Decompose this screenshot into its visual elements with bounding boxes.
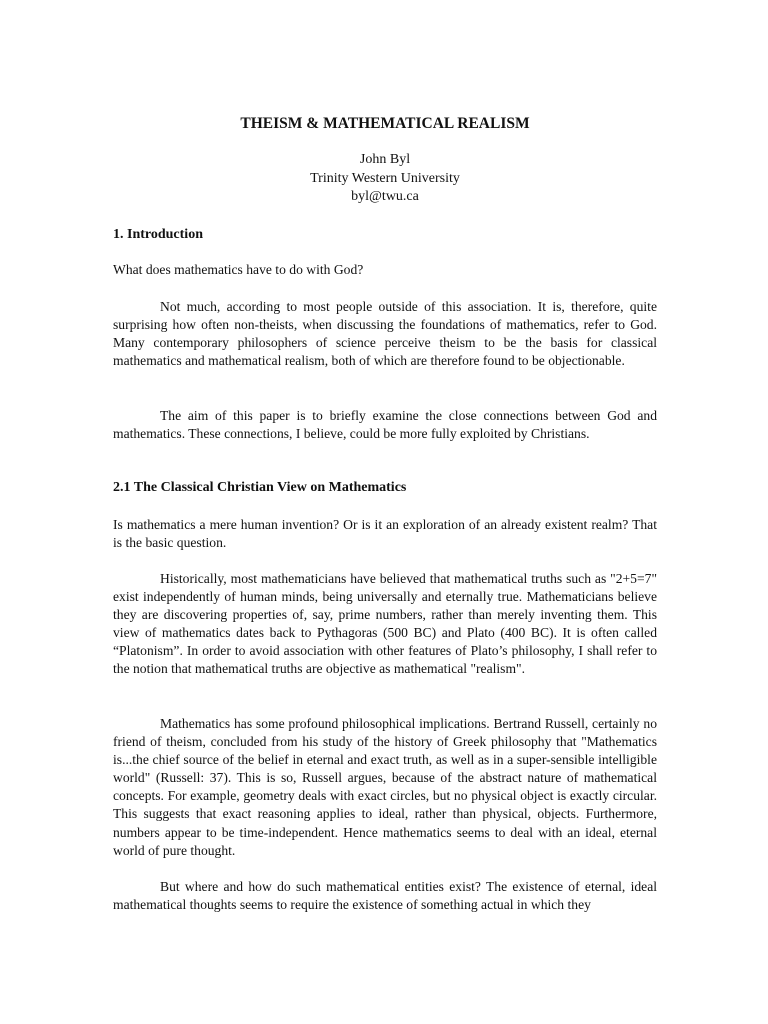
author-email: byl@twu.ca: [351, 189, 419, 204]
paragraph: But where and how do such mathematical entities exist? The existence of eternal, ideal mathematical thoughts seems to require the existence of something actual in which they: [113, 879, 657, 913]
paragraph: Is mathematics a mere human invention? Or is it an exploration of an already existent realm? That is the basic question.: [113, 517, 657, 551]
paragraph: Historically, most mathematicians have believed that mathematical truths such as "2+5=7" exist independently of human minds, being universally and eternally true. Mathematicians believe they are discovering properties of, say, prime numbers, rather than merely inventing them. This view of mathematics dates back to Pythagoras (500 BC) and Plato (400 BC). It is often called “Platonism”. In order to avoid association with other features of Plato’s philosophy, I shall refer to the notion that mathematical truths are objective as mathematical "realism".: [113, 571, 657, 677]
paragraph: Mathematics has some profound philosophical implications. Bertrand Russell, certainly no friend of theism, concluded from his study of the history of Greek philosophy that "Mathematics is...the chief source of the belief in eternal and exact truth, as well as in a super-sensible intelligible world" (Russell: 37). This is so, Russell argues, because of the abstract nature of mathematical concepts. For example, geometry deals with exact circles, but no physical object is exactly circular. This suggests that exact reasoning applies to ideal, rather than physical, objects. Furthermore, numbers appear to be time-independent. Hence mathematics seems to deal with an ideal, eternal world of pure thought.: [113, 716, 657, 858]
document-page: [113, 0, 657, 1024]
paragraph: What does mathematics have to do with God?: [113, 262, 364, 277]
paragraph: Not much, according to most people outside of this association. It is, therefore, quite surprising how often non-theists, when discussing the foundations of mathematics, refer to God. Many contemporary philosophers of science perceive theism to be the basis for classical mathematics and mathematical realism, both of which are therefore found to be objectionable.: [113, 299, 657, 369]
author-block: [113, 151, 657, 207]
section-heading-classical-view: 2.1 The Classical Christian View on Mathematics: [113, 480, 407, 495]
section-heading-introduction: 1. Introduction: [113, 227, 203, 242]
author-name: John Byl: [359, 152, 411, 167]
author-affiliation: Trinity Western University: [310, 170, 460, 186]
paragraph: The aim of this paper is to briefly examine the close connections between God and mathematics. These connections, I believe, could be more fully exploited by Christians.: [113, 408, 657, 442]
document-title: THEISM & MATHEMATICAL REALISM: [240, 115, 530, 132]
